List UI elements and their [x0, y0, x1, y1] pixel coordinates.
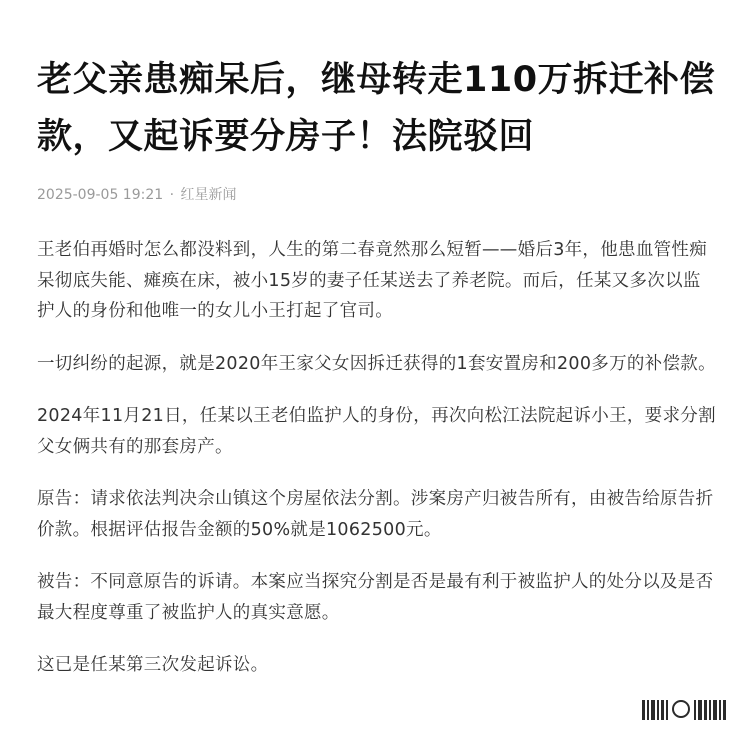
meta-separator: ·: [169, 187, 175, 203]
watermark-bars-left: [642, 698, 668, 720]
paragraph: 被告：不同意原告的诉请。本案应当探究分割是否是最有利于被监护人的处分以及是否最大程度尊重了被监护人的真实意愿。: [37, 572, 714, 623]
paragraph: 一切纠纷的起源，就是2020年王家父女因拆迁获得的1套安置房和200多万的补偿款。: [37, 353, 716, 374]
article-source: 红星新闻: [180, 187, 237, 203]
article-title: 老父亲患痴呆后，继母转走110万拆迁补偿款，又起诉要分房子！法院驳回: [37, 60, 716, 157]
watermark-bars-right: [694, 698, 726, 720]
watermark-circle: [672, 700, 690, 718]
publish-date: 2025-09-05 19:21: [37, 187, 164, 203]
paragraph: 王老伯再婚时怎么都没料到，人生的第二春竟然那么短暂——婚后3年，他患血管性痴呆彻底失能、瘫痪在床，被小15岁的妻子任某送去了养老院。而后，任某又多次以监护人的身份和他唯一的女儿小王打起了官司。: [37, 240, 708, 321]
paragraph: 原告：请求依法判决佘山镇这个房屋依法分割。涉案房产归被告所有，由被告给原告折价款。根据评估报告金额的50%就是1062500元。: [37, 489, 714, 540]
paragraph: 这已是任某第三次发起诉讼。: [37, 655, 269, 675]
article-body: [37, 235, 717, 681]
barcode-watermark-icon: [642, 698, 726, 720]
article: [37, 52, 717, 703]
article-meta: [37, 186, 717, 204]
paragraph: 2024年11月21日，任某以王老伯监护人的身份，再次向松江法院起诉小王，要求分割父女俩共有的那套房产。: [37, 406, 716, 457]
